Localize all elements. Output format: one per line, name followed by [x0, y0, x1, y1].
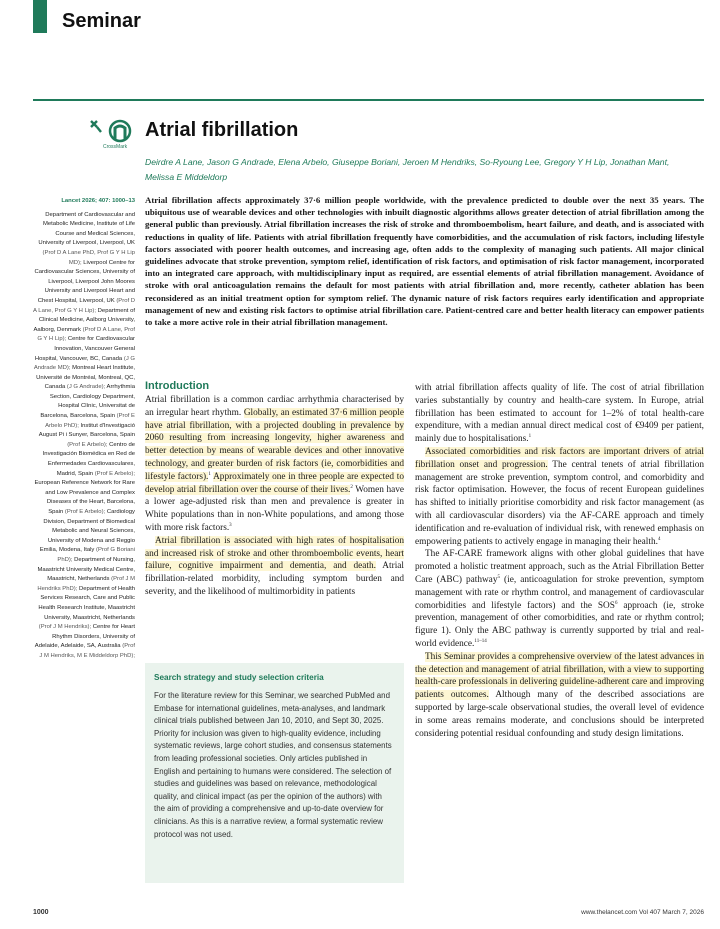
affiliation-authors: (Prof J M Hendriks); — [38, 624, 92, 631]
highlighted-text: Globally, an estimated 37·6 million people have atrial fibrillation, with a projected doubling in prevalence by 2060 resulting from increasing longevity, higher awareness and better detection by means of wearable devices and other innovative technology, and greater burden of risk factors (ie, comorbidities and lifestyle factors). — [145, 407, 404, 482]
affiliation-text: Montreal Heart Institute, Université de Montréal, Montreal, QC, Canada — [36, 365, 135, 391]
search-strategy-heading: Search strategy and study selection criteria — [154, 673, 324, 682]
affiliation-text: Department of Clinical Medicine, Aalborg University, Aalborg, Denmark — [33, 307, 135, 333]
affiliation-authors: (Prof E Arbelo); — [64, 509, 106, 515]
affiliation-authors: (Prof J M Hendriks PhD); — [37, 576, 135, 592]
search-strategy-text: For the literature review for this Seminar, we searched PubMed and Embase for international guidelines, meta-analyses, and landmark clinical trials published between Jan 10, 2010, and Sept 30, 2025. Priority for inclusion was given to high-quality evidence, including systematic reviews, large cohort studies, and consensus statements from leading professional societies. Only articles published in English and pertaining to humans were considered. The selection of studies and guidelines was based on relevance, methodological quality, and clinical impact (as per the opinion of the authors) with the aim of providing a comprehensive and up-to-date overview for clinicians. As this is a narrative review, a formal systematic review protocol was not used. — [154, 691, 392, 839]
highlighted-text: This Seminar provides a comprehensive overview of the latest advances in the detection and management of atrial fibrillation, with a view to supporting health-care professionals in delivering guideline-adherent care and improving patients outcomes. — [415, 651, 704, 701]
affiliation-text: Department of Cardiovascular and Metabolic Medicine, Institute of Life Course and Medical Sciences, University of Liverpool, Liverpool, UK — [38, 211, 135, 247]
affiliation-authors: (J G Andrade); — [66, 384, 106, 391]
header-divider — [33, 99, 704, 101]
introduction-heading: Introduction — [145, 380, 210, 392]
affiliation-text: Department of Health Services Research, Care and Public Health Research Institute, Maastricht University, Maastricht, Netherlands — [38, 585, 135, 621]
affiliation-authors: (Prof E Arbelo PhD); — [45, 413, 135, 429]
highlighted-text: Atrial fibrillation is associated with high rates of hospitalisation and increased risk of stroke and other thromboembolic events, heart failure, cognitive impairment and dementia, and death. — [145, 535, 404, 572]
affiliation-text: European Reference Network for Rare and Low Prevalence and Complex Diseases of the Heart, Barcelona, Spain — [34, 480, 135, 515]
affiliation-text: Centro de Investigación Biomédica en Red de Enfermedades Cardiovasculares, Madrid, Spain — [42, 441, 135, 477]
abstract: Atrial fibrillation affects approximately 37·6 million people worldwide, with the prevalence predicted to double over the next 35 years. The ubiquitous use of wearable devices and other technologies with inbuilt diagnostic algorithms allows greater detection of atrial fibrillation among the general public than previously. Atrial fibrillation increases the risk of stroke and thromboembolism, heart failure, and death, and is associated with reductions in quality of life. Patients with atrial fibrillation frequently have comorbidities, and the accumulation of risk factors, including lifestyle factors associated with poorer health outcomes, and increasing age, often adds to the complexity of managing such patients. All major clinical guidelines advocate that stroke prevention, symptom relief, identification of risk factors, and optimisation of risk factor management, incorporated into an integrated care approach, with multidisciplinary input as required, are essential elements of atrial fibrillation management. Avoidance of stroke with oral anticoagulation remains the default for most patients with atrial fibrillation and, more recently, catheter ablation has been reconsidered as an initial treatment option for symptom relief. The dynamic nature of risk factors requires early identification and appropriate management of new and existing risk factors to optimise atrial fibrillation care. Patient-centred care and better health literacy can empower patients to take a more active role in their atrial fibrillation management. — [145, 195, 704, 328]
intro-paragraph-3: with atrial fibrillation affects quality of life. The cost of atrial fibrillation varies substantially by country and health-care system. In Europe, atrial fibrillation has been estimated to account for 1–2% of total health-care expenditure, with a median annual direct medical cost of €9409 per patient, mainly due to hospitalisations.$^1$ — [415, 383, 704, 445]
author-list: Deirdre A Lane, Jason G Andrade, Elena Arbelo, Giuseppe Boriani, Jeroen M Hendriks, So-Ryoung Lee, Gregory Y H Lip, Jonathan Mant, Melissa E Middeldorp — [145, 157, 670, 182]
journal-footer: www.thelancet.com Vol 407 March 7, 2026 — [581, 909, 704, 916]
affiliation-authors: (Prof E Arbelo); — [94, 470, 135, 477]
affiliations-sidebar — [33, 197, 135, 662]
section-color-bar — [33, 0, 47, 33]
affiliation-text: Cardiology Division, Department of Biomedical Metabolic and Neural Sciences, University of Modena and Reggio Emilia, Modena, Italy — [39, 509, 135, 554]
intro-paragraph-4: Associated comorbidities and risk factors are important drivers of atrial fibrillation onset and progression. The central tenets of atrial fibrillation management are stroke prevention, symptom control, and comorbidity and risk factor optimisation. However, the focus of recent European guidelines has shifted to initially prioritise comorbidity and risk factor management (as with all cardiovascular disorders) via the AF-CARE approach and timely identification and re-evaluation of individual risk, with renewed emphasis on empowering patients to actively engage in managing their health.$^4$ — [415, 446, 704, 547]
affiliation-authors: (Prof D A Lane, Prof G Y H Lip); — [37, 326, 135, 343]
intro-paragraph-6: This Seminar provides a comprehensive overview of the latest advances in the detection and management of atrial fibrillation, with a view to supporting health-care professionals in delivering guideline-adherent care and improving patients outcomes. Although many of the described associations are supported by large-scale observational studies, the overall level of evidence in some areas remains moderate, and conclusions should be interpreted considering potential residual confounding and study design limitations. — [415, 651, 704, 739]
article-title: Atrial fibrillation — [145, 119, 299, 141]
citation: Lancet 2026; 407: 1000–13 — [61, 198, 135, 204]
highlighted-text: Associated comorbidities and risk factors are important drivers of atrial fibrillation onset and progression. — [415, 446, 704, 470]
intro-paragraph-5: The AF-CARE framework aligns with other global guidelines that have promoted a holistic treatment approach, such as the Atrial Fibrillation Better Care (ABC) pathway$^5$ (ie, anticoagulation for stroke prevention, symptom management with rate or rhythm control, and management of cardiovascular comorbidities and lifestyle factors) and the SOS$^6$ approach (ie, stroke prevention, management of other comorbidities, and rate or rhythm control; figure 1). Only the ABC pathway is currently supported by trial and real-world evidence.$^{11-14}$ — [415, 549, 704, 649]
affiliation-text: Centre for Cardiovascular Innovation, Vancouver General Hospital, Vancouver, BC, Canada — [34, 336, 135, 362]
highlighted-text: Approximately one in three people are expected to develop atrial fibrillation over the course of their lives. — [145, 471, 404, 495]
affiliation-text: Department of Nursing, Maastricht University Medical Centre, Maastricht, Netherlands — [37, 556, 135, 583]
page-number: 1000 — [33, 909, 49, 916]
affiliation-authors: (Prof J M Hendriks, M E Middeldorp PhD); — [39, 643, 135, 659]
intro-paragraph-2: Atrial fibrillation is associated with high rates of hospitalisation and increased risk of stroke and other thromboembolic events, heart failure, cognitive impairment and dementia, and death. Atrial fibrillation-related morbidity, including symptom burden and severity, and the likelihood of multimorbidity in patients — [145, 535, 404, 597]
affiliation-authors: (Prof D A Lane PhD, Prof G Y H Lip MD); — [42, 249, 135, 266]
section-title: Seminar — [62, 10, 141, 32]
crossmark-label: CrossMark — [103, 144, 128, 150]
search-strategy-box — [145, 663, 404, 883]
affiliation-authors: (Prof D A Lane, Prof G Y H Lip); — [33, 297, 135, 314]
affiliation-text: Arrhythmia Section, Cardiology Department, Hospital Clínic, Universitat de Barcelona, Barcelona, Spain — [40, 384, 135, 420]
column-right — [415, 382, 704, 740]
intro-paragraph-1: Atrial fibrillation is a common cardiac arrhythmia characterised by an irregular heart rhythm. Globally, an estimated 37·6 million people have atrial fibrillation, with a projected doubling in prevalence by 2060 resulting from increasing longevity, higher awareness and better detection by means of wearable devices and other innovative technology, and greater burden of risk factors (ie, comorbidities and lifestyle factors).$^1$ Approximately one in three people are expected to develop atrial fibrillation over the course of their lives.$^2$ Women have a lower age-adjusted risk than men and prevalence is greater in White populations than in non-White populations, and among those with more risk factors.$^3$ — [145, 395, 405, 533]
affiliation-text: Liverpool Centre for Cardiovascular Sciences, University of Liverpool, Liverpool John Moores University and Liverpool Heart and Chest Hospital, Liverpool, UK — [34, 259, 135, 304]
affiliation-text: Institut d'Investigació August Pi i Sunyer, Barcelona, Spain — [38, 422, 135, 439]
affiliation-authors: (Prof E Arbelo); — [67, 441, 108, 448]
column-left — [145, 380, 404, 599]
affiliation-text: Centre for Heart Rhythm Disorders, University of Adelaide, Adelaide, SA, Australia — [34, 624, 135, 650]
affiliation-authors: (J G Andrade MD); — [33, 355, 135, 372]
affiliation-authors: (Prof G Boriani PhD); — [57, 547, 135, 563]
